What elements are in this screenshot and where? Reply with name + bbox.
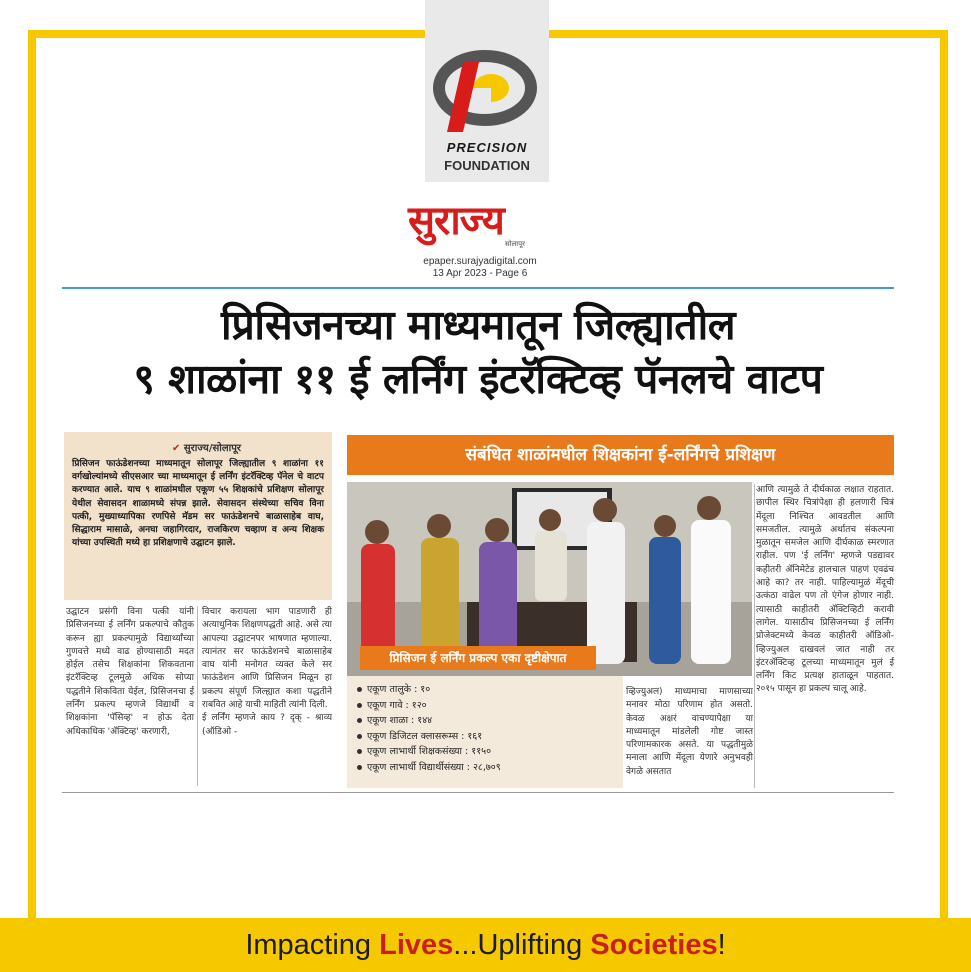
tagline-highlight: Societies <box>590 928 718 961</box>
article-intro: प्रिसिजन फाऊंडेशनच्या माध्यमातून सोलापूर जिल्ह्यातील ९ शाळांना ११ वर्गखोल्यांमध्ये सीएसआर च्या माध्यमातून ई लर्निंग इंटरॅक्टिव्ह पॅनेल चे वाटप करण्यात आले. याच ९ शाळांमधील एकूण ५५ शिक्षकांचे प्रशिक्षण सोलापूर येथील सेवासदन शाळामध्ये संपन्न झाले. सेवासदन संस्थेच्या सचिव विना पत्की, मुख्याध्यापिका रणपिसे मॅडम सर फाऊंडेशनचे बाळासाहेब वाघ, सिद्धाराम मासाळे, अनघा जहागिरदार, राजकिरण चव्हाण व अन्य शिक्षक यांच्या उपस्थिती मध्ये हा प्रशिक्षणाचे उद्घाटन झाले. <box>72 459 324 549</box>
article-headline <box>62 298 894 406</box>
stat-item <box>357 698 613 714</box>
stat-item <box>357 713 613 729</box>
column-divider <box>197 606 198 786</box>
tagline-part: ...Uplifting <box>453 928 591 961</box>
bullet-icon <box>357 718 362 723</box>
project-stats-box <box>347 676 623 788</box>
bullet-icon <box>357 687 362 692</box>
newspaper-city: सोलापूर <box>505 240 525 248</box>
section-banner: संबंधित शाळांमधील शिक्षकांना ई-लर्निंगचे प्रशिक्षण <box>347 435 894 475</box>
byline <box>172 440 324 454</box>
stat-text: एकूण डिजिटल क्लासरूम्स : १६१ <box>367 730 483 742</box>
tagline-part: Impacting <box>245 928 380 961</box>
column-divider <box>754 484 755 788</box>
precision-logo-block <box>425 0 549 182</box>
stat-item <box>357 729 613 745</box>
article-column-2: विचार करायला भाग पाडणारी ही अत्याधुनिक शिक्षणपद्धती आहे. असे त्या आपल्या उद्घाटनपर भाषणात म्हणाल्या. त्यानंतर सर फाऊंडेशनचे बाळासाहेब वाघ यांनी मनोगत व्यक्त केले सर फाऊंडेशन आणि प्रिसिजन मिळून हा प्रकल्प संपूर्ण जिल्ह्यात कशा पद्धतीने राबवित आहे याची माहिती त्यांनी दिली. ई लर्निंग म्हणजे काय ? दृक् - श्राव्य (ऑडिओ - <box>202 607 332 737</box>
stat-text: एकूण तालुके : १० <box>367 684 431 695</box>
headline-line-2: ९ शाळांना ११ ई लर्निंग इंटरॅक्टिव्ह पॅनलचे वाटप <box>133 355 823 403</box>
newspaper-date: 13 Apr 2023 - Page 6 <box>432 268 528 279</box>
bullet-icon <box>357 765 362 770</box>
frame-right-border <box>940 30 948 920</box>
stat-text: एकूण लाभार्थी विद्यार्थीसंख्या : २८,७०९ <box>367 761 501 773</box>
brand-name: PRECISION <box>446 140 528 155</box>
article-column-4: आणि त्यामुळे ते दीर्घकाळ लक्षात राहतात. छापील स्थिर चित्रांपेक्षा ही हलणारी चित्रं मेंदूला निश्चित आवडतील आणि समजतील. त्यामुळे अर्थातच संकल्पना मुळातून समजेल आणि दीर्घकाळ स्मरणात राहील. पण 'ई लर्निंग' म्हणजे पडद्यावर कहीतरी ॲनिमेटेड हालचाल पाहणं एवढंच आहे का? तर नाही. पाहिल्यामुळं मेंदूची उत्कंठा वाढेल पण तो एंगेज होणार नाही. त्यासाठी काहीतरी ॲक्टिव्हिटी करावी लागेल. यासाठीच प्रिसिजनच्या ई लर्निंग प्रोजेक्टमध्ये केवळ काहीतरी ऑडिओ-व्हिज्युअल दाखवलं जात नाही तर इंटरॲक्टिव्ह टूलच्या माध्यमातून मुलं ई लर्निंग किट प्रत्यक्ष हाताळून पाहतात. २०१५ पासून हा प्रकल्प चालू आहे. <box>756 485 894 695</box>
stat-text: एकूण लाभार्थी शिक्षकसंख्या : ११५० <box>367 746 492 757</box>
stat-item <box>357 744 613 760</box>
byline-check-icon: ✔ <box>172 443 184 454</box>
tagline-part: ! <box>717 928 726 961</box>
article-intro-box <box>64 432 332 600</box>
stat-text: एकूण शाळा : १४४ <box>367 715 433 726</box>
headline-line-1: प्रिसिजनच्या माध्यमातून जिल्ह्यातील <box>220 301 736 349</box>
masthead-rule <box>62 287 894 289</box>
article-bottom-rule <box>62 792 894 793</box>
bullet-icon <box>357 749 362 754</box>
bullet-icon <box>357 734 362 739</box>
photo-caption: प्रिसिजन ई लर्निंग प्रकल्प एका दृष्टीक्षेपात <box>360 646 596 670</box>
newspaper-url: epaper.surajyadigital.com <box>423 256 537 267</box>
stat-item <box>357 760 613 776</box>
article-column-1: उद्घाटन प्रसंगी विना पत्की यांनी प्रिसिजनच्या ई लर्निंग प्रकल्पाचे कौतुक करून ह्या प्रकल्पामुळे विद्यार्थ्यांच्या गुणवत्ते मध्ये वाढ होण्यासाठी मदत होईल तसेच शिक्षकांना शिकवताना इंटरॅक्टिव्ह टूलमुळे अधिक सोप्या पद्धतीने शिकविता येईल, प्रिसिजनचा ई लर्निंग प्रकल्प म्हणजे विद्यार्थी व शिक्षकांना 'पॅसिव्ह' न होऊ देता अधिकाधिक 'ॲक्टिव्ह' करणारी, <box>66 607 194 737</box>
byline-text: सुराज्य/सोलापूर <box>183 443 241 454</box>
stat-item <box>357 682 613 698</box>
newspaper-name: सुराज्य <box>408 198 504 244</box>
bullet-icon <box>357 703 362 708</box>
brand-subtitle: FOUNDATION <box>444 158 530 173</box>
article-column-3: व्हिज्युअल) माध्यमाचा माणसाच्या मनावर मोठा परिणाम होत असतो. केवळ अक्षरं वाचण्यापेक्षा या माध्यमातून मांडलेली गोष्ट जास्त परिणामकारक असते. या पद्धतीमुळे मनाला आणि मेंदूला येणारे अनुभवही वेगळे असतात <box>626 687 753 777</box>
stat-text: एकूण गावे : १२० <box>367 699 427 711</box>
precision-logo-icon <box>433 48 541 136</box>
frame-left-border <box>28 30 36 920</box>
tagline-highlight: Lives <box>379 928 454 961</box>
footer-tagline <box>0 918 971 972</box>
